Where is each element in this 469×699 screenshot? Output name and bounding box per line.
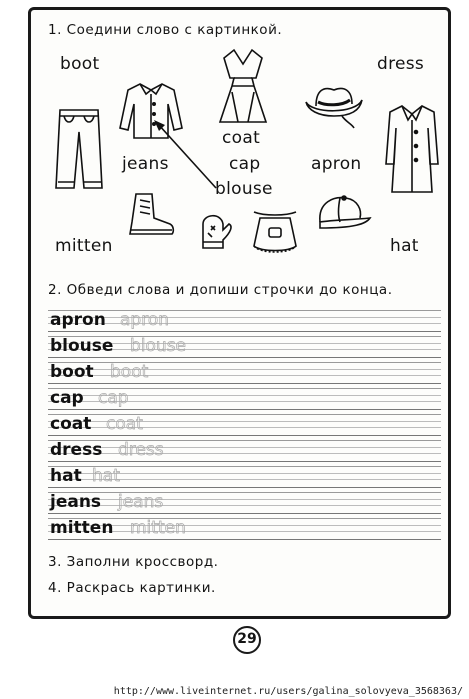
word-apron: apron: [311, 154, 362, 174]
coat-icon: [384, 104, 440, 196]
copy-line: [48, 310, 441, 330]
trace-word: coat: [106, 414, 143, 434]
copy-word: blouse: [50, 336, 114, 356]
copy-line: [48, 336, 441, 356]
apron-icon: [250, 206, 300, 258]
hat-icon: [302, 82, 366, 130]
dress-icon: [218, 48, 268, 126]
copy-word: jeans: [50, 492, 102, 512]
trace-word: hat: [92, 466, 120, 486]
copy-line: [48, 362, 441, 382]
copy-line: [48, 440, 441, 460]
copy-line: [48, 518, 441, 538]
boot-icon: [126, 192, 176, 238]
word-blouse: blouse: [215, 179, 273, 199]
watermark-url: http://www.liveinternet.ru/users/galina_solovyeva_3568363/: [113, 686, 463, 697]
word-dress: dress: [377, 54, 425, 74]
trace-word: apron: [120, 310, 169, 330]
trace-word: mitten: [130, 518, 186, 538]
copy-word: coat: [50, 414, 92, 434]
copy-line: [48, 388, 441, 408]
trace-word: cap: [98, 388, 129, 408]
task-3-title: 3. Заполни кроссворд.: [48, 554, 219, 570]
word-mitten: mitten: [55, 236, 113, 256]
copy-word: mitten: [50, 518, 114, 538]
jacket-icon: [118, 80, 184, 142]
word-boot: boot: [60, 54, 100, 74]
task-4-title: 4. Раскрась картинки.: [48, 580, 216, 596]
copy-line: [48, 492, 441, 512]
trace-word: dress: [118, 440, 164, 460]
copy-word: cap: [50, 388, 84, 408]
copy-word: boot: [50, 362, 94, 382]
trace-word: boot: [110, 362, 149, 382]
word-coat: coat: [222, 128, 261, 148]
cap-icon: [314, 192, 372, 236]
mitten-icon: [193, 210, 233, 252]
copy-line: [48, 414, 441, 434]
page-number: 29: [233, 626, 261, 654]
word-jeans: jeans: [122, 154, 169, 174]
copy-line: [48, 466, 441, 486]
trace-word: blouse: [130, 336, 187, 356]
copy-word: apron: [50, 310, 106, 330]
task-2-title: 2. Обведи слова и допиши строчки до конца.: [48, 282, 393, 298]
word-cap: cap: [229, 154, 261, 174]
jeans-icon: [52, 108, 106, 192]
trace-word: jeans: [118, 492, 164, 512]
copy-word: hat: [50, 466, 82, 486]
word-hat: hat: [390, 236, 419, 256]
task-1-title: 1. Соедини слово с картинкой.: [48, 22, 283, 38]
copy-word: dress: [50, 440, 103, 460]
